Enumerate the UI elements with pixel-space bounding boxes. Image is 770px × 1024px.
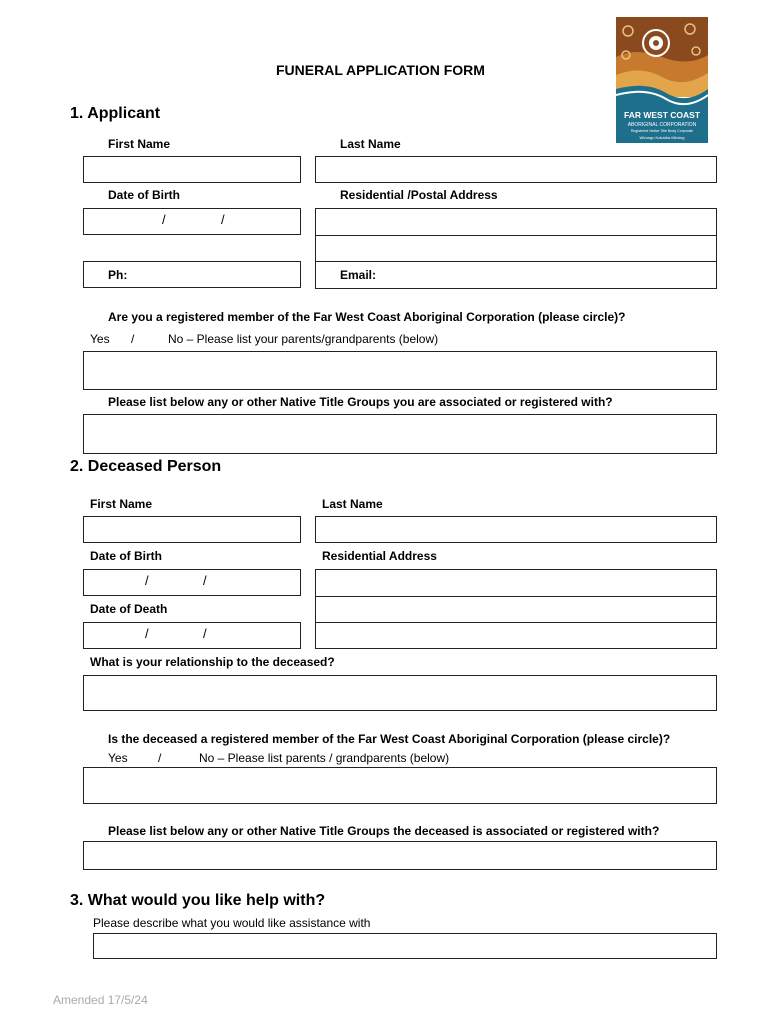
deceased-dob-field[interactable]: [83, 569, 301, 596]
logo-fine: Registered Native Title Body Corporate: [630, 129, 694, 133]
logo-name: FAR WEST COAST: [623, 110, 701, 120]
date-separator: /: [221, 212, 225, 227]
applicant-address-label: Residential /Postal Address: [340, 188, 498, 202]
deceased-dob-label: Date of Birth: [90, 549, 162, 563]
deceased-first-name-field[interactable]: [83, 516, 301, 543]
logo-sub: ABORIGINAL CORPORATION: [627, 122, 697, 128]
applicant-yes-option[interactable]: Yes: [90, 332, 110, 346]
date-separator: /: [145, 573, 149, 588]
option-separator: /: [131, 332, 135, 346]
logo-tag: Wirangu Kokatha Mirning: [639, 135, 685, 140]
deceased-address-label: Residential Address: [322, 549, 437, 563]
help-description-field[interactable]: [93, 933, 717, 959]
deceased-member-question: Is the deceased a registered member of the Far West Coast Aboriginal Corporation (please circle)?: [108, 732, 671, 746]
amended-date: Amended 17/5/24: [53, 993, 148, 1007]
date-separator: /: [162, 212, 166, 227]
applicant-phone-field[interactable]: [83, 261, 301, 288]
deceased-dod-field[interactable]: [83, 622, 301, 649]
form-title: FUNERAL APPLICATION FORM: [276, 62, 485, 78]
date-separator: /: [203, 573, 207, 588]
applicant-first-name-label: First Name: [108, 137, 171, 151]
applicant-heading: 1. Applicant: [70, 105, 161, 122]
deceased-address-field-line-1[interactable]: [315, 569, 717, 597]
applicant-native-title-field[interactable]: [83, 414, 717, 454]
date-separator: /: [145, 626, 149, 641]
applicant-email-field[interactable]: [315, 261, 717, 289]
relationship-field[interactable]: [83, 675, 717, 711]
applicant-last-name-field[interactable]: [315, 156, 717, 183]
far-west-coast-logo: [616, 17, 708, 143]
deceased-no-option[interactable]: No – Please list parents / grandparents (below): [199, 751, 450, 765]
deceased-native-title-field[interactable]: [83, 841, 717, 870]
applicant-dob-field[interactable]: [83, 208, 301, 235]
relationship-question: What is your relationship to the deceased?: [90, 655, 335, 669]
applicant-last-name-label: Last Name: [340, 137, 401, 151]
deceased-first-name-label: First Name: [90, 497, 153, 511]
deceased-last-name-label: Last Name: [322, 497, 383, 511]
applicant-address-field-line-1[interactable]: [315, 208, 717, 236]
deceased-parents-field[interactable]: [83, 767, 717, 804]
help-heading: 3. What would you like help with?: [70, 892, 326, 909]
deceased-native-title-question: Please list below any or other Native Title Groups the deceased is associated or registered with?: [108, 824, 660, 838]
option-separator: /: [158, 751, 162, 765]
deceased-heading: 2. Deceased Person: [70, 458, 222, 475]
applicant-email-label: Email:: [340, 268, 377, 282]
help-prompt: Please describe what you would like assistance with: [93, 916, 371, 930]
deceased-dod-label: Date of Death: [90, 602, 168, 616]
applicant-parents-field[interactable]: [83, 351, 717, 390]
applicant-address-field-line-2[interactable]: [315, 235, 717, 262]
deceased-address-field-line-2[interactable]: [315, 596, 717, 623]
deceased-last-name-field[interactable]: [315, 516, 717, 543]
applicant-member-question: Are you a registered member of the Far West Coast Aboriginal Corporation (please circle)?: [108, 310, 626, 324]
date-separator: /: [203, 626, 207, 641]
applicant-first-name-field[interactable]: [83, 156, 301, 183]
deceased-address-field-line-3[interactable]: [315, 622, 717, 649]
applicant-phone-label: Ph:: [108, 268, 128, 282]
applicant-native-title-question: Please list below any or other Native Title Groups you are associated or registered with?: [108, 395, 613, 409]
logo-graphic: [616, 17, 708, 143]
deceased-yes-option[interactable]: Yes: [108, 751, 128, 765]
applicant-no-option[interactable]: No – Please list your parents/grandparents (below): [168, 332, 439, 346]
applicant-dob-label: Date of Birth: [108, 188, 180, 202]
